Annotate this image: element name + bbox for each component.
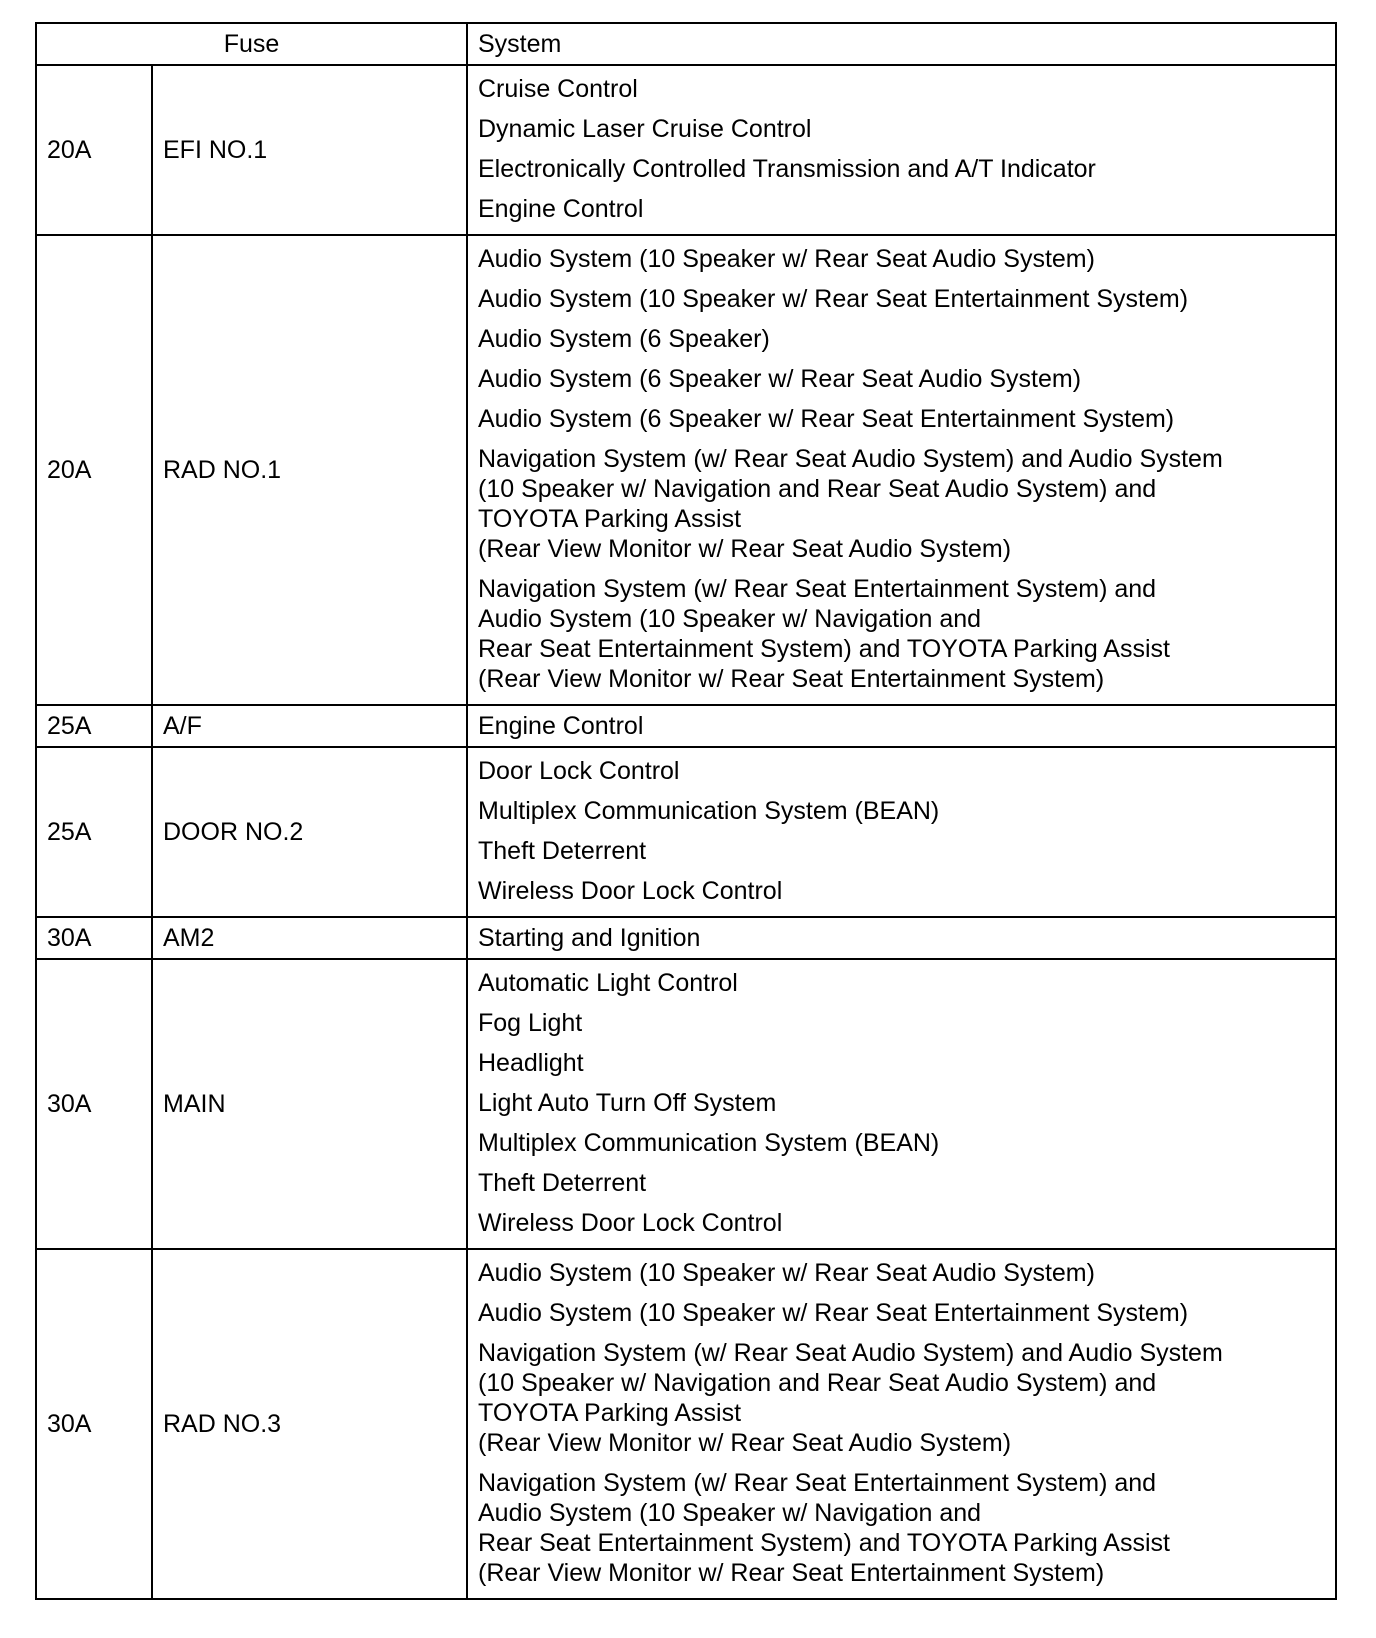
- system-entry-line: (10 Speaker w/ Navigation and Rear Seat Audio System) and: [478, 1369, 1157, 1397]
- system-entry-line: TOYOTA Parking Assist: [478, 505, 742, 533]
- system-entry: [478, 1083, 1325, 1123]
- system-entry: [478, 1203, 1325, 1243]
- table-row: [36, 1249, 1336, 1599]
- system-entry-line: Audio System (6 Speaker w/ Rear Seat Audio System): [478, 365, 1082, 393]
- header-row: [36, 23, 1336, 65]
- system-entry: [478, 239, 1325, 279]
- system-entry: [478, 923, 1325, 953]
- header-fuse: Fuse: [36, 23, 467, 65]
- table-row: [36, 917, 1336, 959]
- system-entry: [478, 69, 1325, 109]
- system-entry-line: Audio System (6 Speaker w/ Rear Seat Entertainment System): [478, 405, 1175, 433]
- system-entry: [478, 1463, 1325, 1593]
- system-entry-line: Electronically Controlled Transmission and A/T Indicator: [478, 155, 1096, 183]
- system-entry: [478, 149, 1325, 189]
- system-list: [467, 1249, 1336, 1599]
- system-entry-line: Audio System (10 Speaker w/ Navigation and: [478, 1499, 982, 1527]
- table-row: [36, 235, 1336, 705]
- system-entry: [478, 359, 1325, 399]
- system-entry-line: (Rear View Monitor w/ Rear Seat Audio System): [478, 535, 1012, 563]
- system-entry: [478, 279, 1325, 319]
- system-entry-line: Light Auto Turn Off System: [478, 1089, 777, 1117]
- system-entry-line: Engine Control: [478, 712, 644, 740]
- fuse-name: A/F: [152, 705, 467, 747]
- system-entry: [478, 439, 1325, 569]
- fuse-name: RAD NO.1: [152, 235, 467, 705]
- system-list: [467, 65, 1336, 235]
- system-entry: [478, 569, 1325, 699]
- fuse-name: MAIN: [152, 959, 467, 1249]
- system-entry: [478, 1003, 1325, 1043]
- system-entry-line: Engine Control: [478, 195, 644, 223]
- system-list: [467, 747, 1336, 917]
- system-entry: [478, 831, 1325, 871]
- system-entry-line: Navigation System (w/ Rear Seat Entertainment System) and: [478, 575, 1157, 603]
- system-entry: [478, 1123, 1325, 1163]
- system-entry-line: Headlight: [478, 1049, 584, 1077]
- system-entry: [478, 1253, 1325, 1293]
- system-entry: [478, 711, 1325, 741]
- system-entry-line: Audio System (10 Speaker w/ Rear Seat Entertainment System): [478, 1299, 1189, 1327]
- fuse-name: EFI NO.1: [152, 65, 467, 235]
- system-entry-line: Audio System (6 Speaker): [478, 325, 770, 353]
- fuse-amperage: 30A: [36, 959, 152, 1249]
- system-entry: [478, 189, 1325, 229]
- fuse-amperage: 20A: [36, 235, 152, 705]
- system-entry-line: Door Lock Control: [478, 757, 680, 785]
- system-entry-line: Automatic Light Control: [478, 969, 738, 997]
- system-entry: [478, 871, 1325, 911]
- system-entry: [478, 1043, 1325, 1083]
- system-entry-line: Audio System (10 Speaker w/ Rear Seat Audio System): [478, 1259, 1095, 1287]
- fuse-amperage: 30A: [36, 1249, 152, 1599]
- header-system: System: [467, 23, 1336, 65]
- system-entry-line: Multiplex Communication System (BEAN): [478, 797, 940, 825]
- fuse-amperage: 20A: [36, 65, 152, 235]
- table-row: [36, 747, 1336, 917]
- system-entry: [478, 399, 1325, 439]
- table-row: [36, 65, 1336, 235]
- system-entry-line: (Rear View Monitor w/ Rear Seat Audio System): [478, 1429, 1012, 1457]
- system-entry-line: Navigation System (w/ Rear Seat Audio System) and Audio System: [478, 1339, 1223, 1367]
- fuse-name: AM2: [152, 917, 467, 959]
- system-entry-line: (Rear View Monitor w/ Rear Seat Entertainment System): [478, 665, 1105, 693]
- system-list: [467, 235, 1336, 705]
- system-entry-line: Audio System (10 Speaker w/ Rear Seat Audio System): [478, 245, 1095, 273]
- fuse-table: [35, 22, 1337, 1600]
- system-entry-line: Starting and Ignition: [478, 924, 701, 952]
- system-entry: [478, 1333, 1325, 1463]
- system-entry-line: Theft Deterrent: [478, 837, 647, 865]
- system-entry-line: Wireless Door Lock Control: [478, 877, 783, 905]
- system-entry: [478, 319, 1325, 359]
- system-entry: [478, 1293, 1325, 1333]
- system-entry-line: Navigation System (w/ Rear Seat Entertainment System) and: [478, 1469, 1157, 1497]
- system-entry-line: (10 Speaker w/ Navigation and Rear Seat Audio System) and: [478, 475, 1157, 503]
- system-entry-line: TOYOTA Parking Assist: [478, 1399, 742, 1427]
- system-entry-line: Navigation System (w/ Rear Seat Audio System) and Audio System: [478, 445, 1223, 473]
- system-entry: [478, 109, 1325, 149]
- system-entry: [478, 751, 1325, 791]
- system-entry-line: Multiplex Communication System (BEAN): [478, 1129, 940, 1157]
- system-list: [467, 705, 1336, 747]
- system-entry-line: Theft Deterrent: [478, 1169, 647, 1197]
- fuse-amperage: 25A: [36, 747, 152, 917]
- system-entry-line: Audio System (10 Speaker w/ Navigation and: [478, 605, 982, 633]
- system-entry-line: Audio System (10 Speaker w/ Rear Seat Entertainment System): [478, 285, 1189, 313]
- system-entry-line: (Rear View Monitor w/ Rear Seat Entertainment System): [478, 1559, 1105, 1587]
- system-entry: [478, 1163, 1325, 1203]
- system-list: [467, 917, 1336, 959]
- fuse-amperage: 25A: [36, 705, 152, 747]
- system-entry-line: Fog Light: [478, 1009, 583, 1037]
- system-entry-line: Cruise Control: [478, 75, 638, 103]
- table-row: [36, 959, 1336, 1249]
- system-entry-line: Dynamic Laser Cruise Control: [478, 115, 812, 143]
- system-entry-line: Rear Seat Entertainment System) and TOYOTA Parking Assist: [478, 1529, 1170, 1557]
- fuse-name: RAD NO.3: [152, 1249, 467, 1599]
- fuse-name: DOOR NO.2: [152, 747, 467, 917]
- system-entry-line: Wireless Door Lock Control: [478, 1209, 783, 1237]
- system-list: [467, 959, 1336, 1249]
- system-entry: [478, 963, 1325, 1003]
- system-entry: [478, 791, 1325, 831]
- table-row: [36, 705, 1336, 747]
- fuse-amperage: 30A: [36, 917, 152, 959]
- system-entry-line: Rear Seat Entertainment System) and TOYOTA Parking Assist: [478, 635, 1170, 663]
